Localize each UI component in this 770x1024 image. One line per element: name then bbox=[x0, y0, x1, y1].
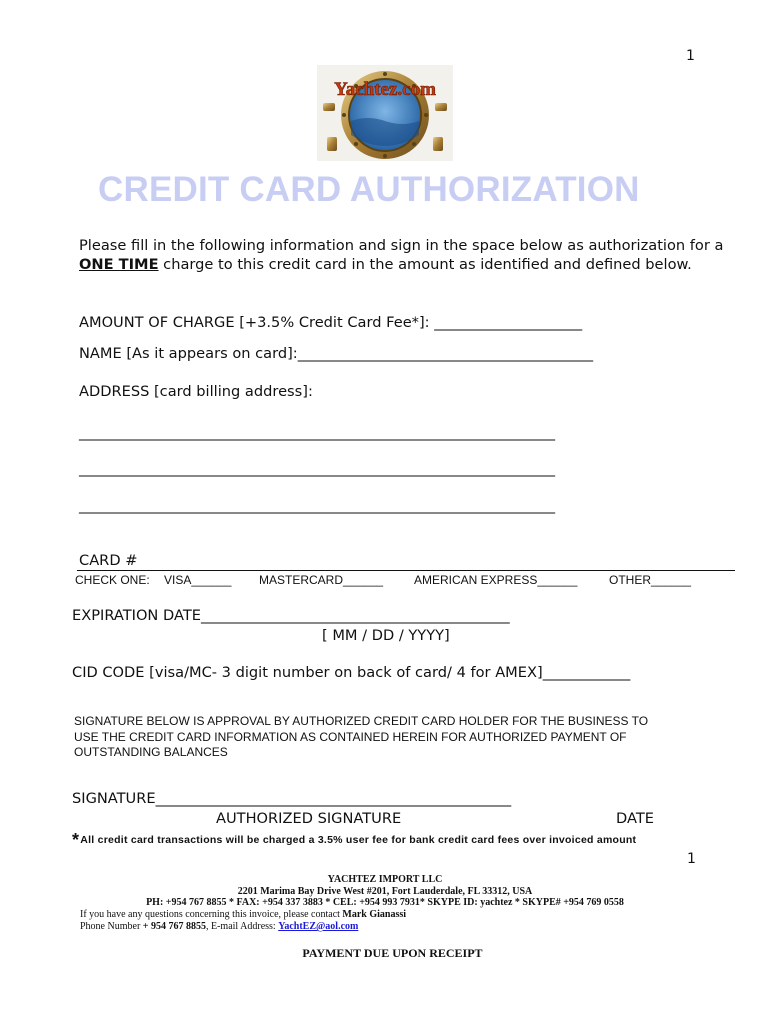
logo-wordmark: Yachtez.com bbox=[334, 79, 436, 100]
amount-blank[interactable]: ______________________ bbox=[434, 314, 582, 331]
footnote-star: * bbox=[72, 830, 80, 850]
expiration-field[interactable] bbox=[72, 607, 509, 624]
porthole-logo-image bbox=[317, 65, 453, 161]
cid-field[interactable] bbox=[72, 664, 630, 681]
card-number-line[interactable] bbox=[77, 570, 735, 571]
phone-number: + 954 767 8855 bbox=[142, 921, 206, 932]
intro-emphasis: ONE TIME bbox=[79, 256, 159, 273]
intro-text-2: charge to this credit card in the amount as identified and defined below. bbox=[158, 256, 692, 273]
email-link[interactable]: YachtEZ@aol.com bbox=[278, 921, 359, 932]
card-option-mastercard[interactable]: MASTERCARD______ bbox=[259, 573, 384, 587]
intro-text-1: Please fill in the following information and sign in the space below as authorization for a bbox=[79, 237, 724, 254]
address-line-1[interactable]: _______________________________________________________________________ bbox=[79, 424, 555, 441]
cid-label: CID CODE [visa/MC- 3 digit number on back of card/ 4 for AMEX] bbox=[72, 664, 543, 681]
footnote-text: All credit card transactions will be charged a 3.5% user fee for bank credit card fees over invoiced amount bbox=[80, 834, 637, 846]
expiration-label: EXPIRATION DATE bbox=[72, 607, 201, 624]
amount-field[interactable] bbox=[79, 314, 582, 331]
fee-footnote bbox=[72, 830, 636, 851]
name-blank[interactable]: ____________________________________________ bbox=[297, 345, 593, 362]
contact-name: Mark Gianassi bbox=[342, 909, 407, 920]
signature-label: SIGNATURE bbox=[72, 790, 156, 807]
questions-prefix: If you have any questions concerning this invoice, please contact bbox=[80, 909, 343, 920]
yachtez-logo bbox=[317, 65, 453, 161]
intro-paragraph bbox=[79, 236, 729, 274]
expiration-format: [ MM / DD / YYYY] bbox=[322, 627, 450, 644]
date-caption: DATE bbox=[616, 810, 654, 827]
address-line-2[interactable]: _______________________________________________________________________ bbox=[79, 460, 555, 477]
expiration-blank[interactable]: ______________________________________________ bbox=[200, 607, 510, 624]
name-label: NAME [As it appears on card]: bbox=[79, 345, 298, 362]
approval-note: SIGNATURE BELOW IS APPROVAL BY AUTHORIZED CREDIT CARD HOLDER FOR THE BUSINESS TO USE THE CREDIT CARD INFORMATION AS CONTAINED HEREIN FOR AUTHORIZED PAYMENT OF OUTSTANDING BALANCES bbox=[74, 714, 649, 759]
form-title: CREDIT CARD AUTHORIZATION bbox=[98, 170, 640, 209]
company-address: 2201 Marima Bay Drive West #201, Fort Lauderdale, FL 33312, USA bbox=[237, 886, 533, 897]
email-prefix: , E-mail Address: bbox=[205, 921, 279, 932]
authorized-signature-caption: AUTHORIZED SIGNATURE bbox=[216, 810, 402, 827]
card-option-other[interactable]: OTHER______ bbox=[609, 573, 692, 587]
payment-due-notice: PAYMENT DUE UPON RECEIPT bbox=[302, 946, 483, 960]
amount-label: AMOUNT OF CHARGE [+3.5% Credit Card Fee*]: bbox=[79, 314, 430, 331]
check-one-label: CHECK ONE: bbox=[75, 573, 150, 587]
address-label: ADDRESS [card billing address]: bbox=[79, 383, 313, 400]
cid-blank[interactable]: _____________ bbox=[542, 664, 630, 681]
questions-line bbox=[80, 909, 406, 920]
signature-field[interactable] bbox=[72, 790, 511, 807]
name-field[interactable] bbox=[79, 345, 592, 362]
company-name: YACHTEZ IMPORT LLC bbox=[327, 874, 443, 885]
card-number-label: CARD # bbox=[79, 552, 138, 569]
card-option-visa[interactable]: VISA______ bbox=[164, 573, 232, 587]
page-number: 1 bbox=[686, 48, 695, 64]
signature-blank[interactable]: _____________________________________________________ bbox=[155, 790, 511, 807]
footer-page-number: 1 bbox=[687, 851, 696, 867]
company-phones: PH: +954 767 8855 * FAX: +954 337 3883 * CEL: +954 993 7931* SKYPE ID: yachtez * SKYPE# +954 769 0558 bbox=[146, 897, 624, 908]
address-line-3[interactable]: _______________________________________________________________________ bbox=[79, 497, 555, 514]
phone-prefix: Phone Number bbox=[80, 921, 143, 932]
card-option-amex[interactable]: AMERICAN EXPRESS______ bbox=[414, 573, 578, 587]
phone-email-line bbox=[80, 921, 358, 932]
